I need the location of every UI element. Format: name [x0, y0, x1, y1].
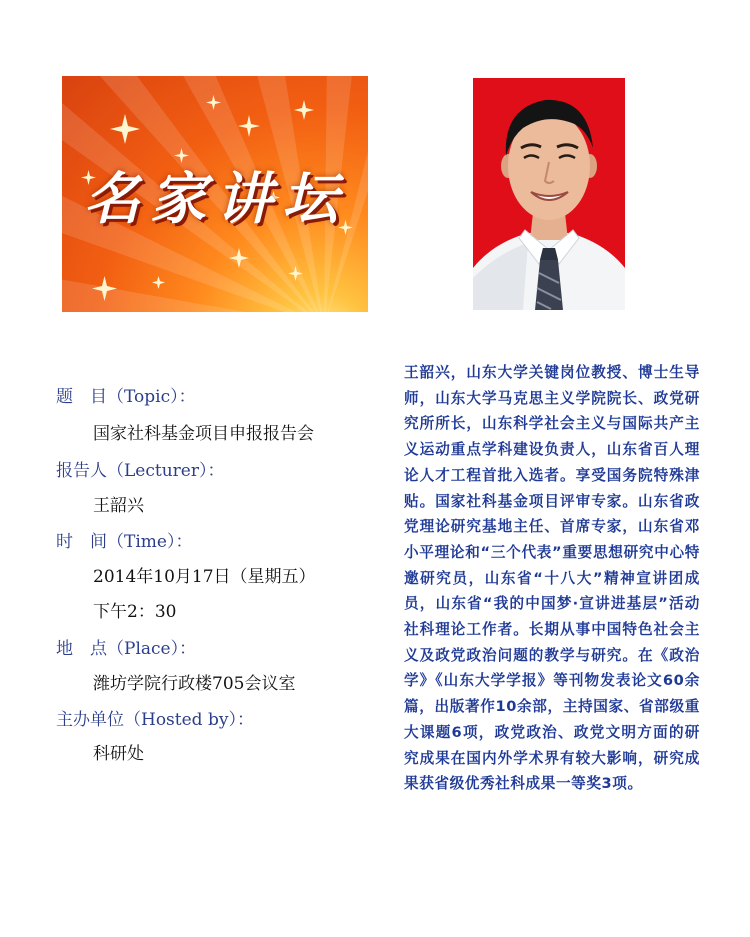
place-value: 潍坊学院行政楼705会议室 — [93, 674, 296, 694]
time-label: 时 间（Time）： — [56, 532, 193, 552]
bio-text: 山东大学关键岗位教授、博士生导师，山东大学马克思主义学院院长、政党研究所所长，山东科学社会主义与国际共产主义运动重点学科建设负责人，山东省百人理论人才工程首批入选者。享受国务院特殊津贴。国家社科基金项目评审专家。山东省政党理论研究基地主任、首席专家，山东省邓小平理论和“三个代表”重要思想研究中心特邀研究员，山东省“十八大”精神宣讲团成员，山东省“我的中国梦·宣讲进基层”活动社科理论工作者。长期从事中国特色社会主义及政党政治问题的教学与研究。在《政治学》《山东大学学报》等刊物发表论文60余篇，出版著作10余部，主持国家、省部级重大课题6项，政党政治、政党文明方面的研究成果在国内外学术界有较大影响，研究成果获省级优秀社科成果一等奖3项。 — [404, 364, 700, 793]
host-value: 科研处 — [93, 744, 144, 764]
time-date-value: 2014年10月17日（星期五） — [93, 567, 316, 587]
time-hour-value: 下午2：30 — [93, 602, 177, 622]
lecturer-bio — [404, 360, 700, 797]
lecturer-portrait — [473, 78, 625, 310]
place-label: 地 点（Place）： — [56, 639, 197, 659]
bio-name: 王韶兴， — [404, 364, 467, 381]
banner-title: 名家讲坛 — [84, 167, 348, 232]
topic-value: 国家社科基金项目申报报告会 — [93, 424, 314, 444]
lecturer-label: 报告人（Lecturer）： — [56, 461, 225, 481]
lecturer-value: 王韶兴 — [93, 496, 144, 516]
lecture-banner — [62, 76, 368, 312]
topic-label: 题 目（Topic）： — [56, 387, 196, 407]
host-label: 主办单位（Hosted by）： — [56, 710, 254, 730]
